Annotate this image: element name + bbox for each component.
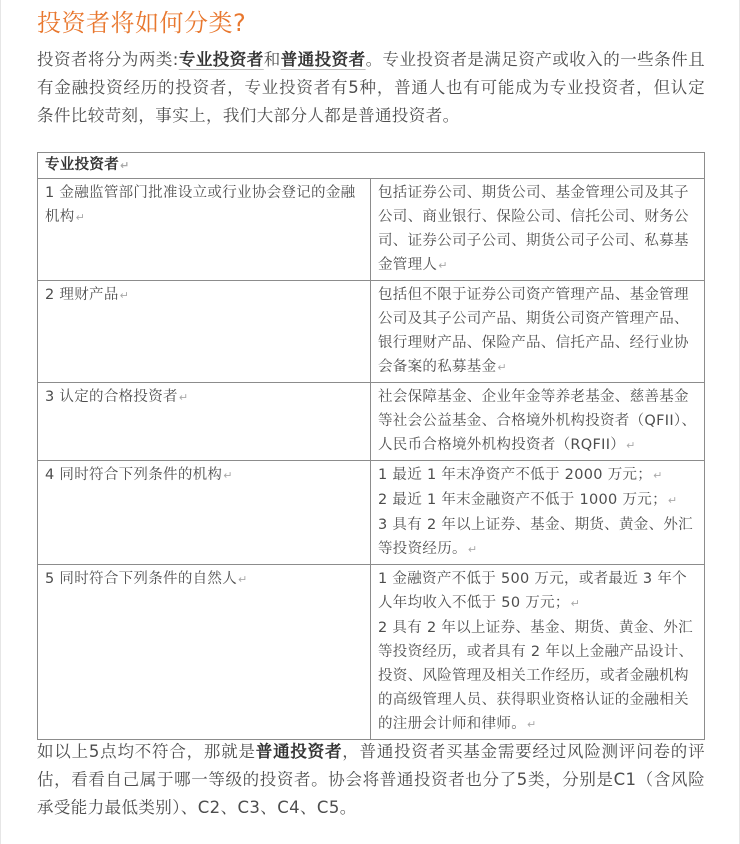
row-desc-cell: [371, 383, 705, 461]
criterion-line: [378, 513, 699, 562]
paragraph-mark-icon: ↵: [497, 361, 507, 374]
criterion-text: 1 最近 1 年末净资产不低于 2000 万元；: [378, 467, 653, 483]
table-row: [38, 281, 705, 383]
table-header-cell: [38, 153, 705, 179]
row-label-cell: [38, 565, 371, 740]
pro-investor-term: 专业投资者: [178, 50, 264, 69]
row-label: 4 同时符合下列条件的机构: [45, 467, 223, 483]
criterion-text: 2 具有 2 年以上证券、基金、期货、黄金、外汇等投资经历，或者具有 2 年以上金融产品设计、投资、风险管理及相关工作经历，或者金融机构的高级管理人员、获得职业资格认证的金融相关的注册会计师和律师。: [378, 620, 694, 732]
paragraph-mark-icon: ↵: [120, 159, 130, 172]
row-desc-cell: [371, 281, 705, 383]
paragraph-mark-icon: ↵: [119, 289, 130, 302]
professional-investor-table: [37, 152, 705, 740]
table-row: [38, 383, 705, 461]
intro-text-2: 。专业投资者是满足资产或收入的一些条件且有金融投资经历的投资者，专业投资者有5种，普通人也有可能成为专业投资者，但认定条件比较苛刻，事实上，我们大部分人都是普通投资者。: [37, 50, 706, 125]
row-desc-line: 社会保障基金、企业年金等养老基金、慈善基金等社会公益基金、合格境外机构投资者（QFII）、人民币合格境外机构投资者（RQFII）: [378, 389, 697, 453]
row-label: 5 同时符合下列条件的自然人: [45, 571, 238, 587]
table-row: [38, 565, 705, 740]
row-label-cell: [38, 179, 371, 281]
row-desc-cell: [371, 461, 705, 565]
row-label-cell: [38, 383, 371, 461]
common-investor-term: 普通投资者: [280, 50, 366, 69]
table-header-row: [38, 153, 705, 179]
table-row: [38, 461, 705, 565]
paragraph-mark-icon: ↵: [467, 543, 478, 556]
common-investor-term: 普通投资者: [255, 742, 343, 761]
criterion-line: [378, 463, 699, 488]
paragraph-mark-icon: ↵: [570, 597, 581, 610]
paragraph-mark-icon: ↵: [178, 391, 189, 404]
paragraph-mark-icon: ↵: [238, 573, 248, 586]
row-label-cell: [38, 281, 371, 383]
table-row: [38, 179, 705, 281]
row-label-cell: [38, 461, 371, 565]
paragraph-mark-icon: ↵: [626, 439, 636, 452]
criterion-line: [378, 567, 699, 616]
paragraph-mark-icon: ↵: [653, 469, 663, 482]
paragraph-mark-icon: ↵: [667, 494, 678, 507]
row-label: 3 认定的合格投资者: [45, 389, 178, 405]
article-title: 投资者将如何分类?: [37, 9, 247, 37]
criterion-text: 2 最近 1 年末金融资产不低于 1000 万元；: [378, 492, 667, 508]
row-desc-line: 包括但不限于证券公司资产管理产品、基金管理公司及其子公司产品、期货公司资产管理产品、银行理财产品、保险产品、信托产品、经行业协会备案的私募基金: [378, 287, 689, 375]
row-desc-cell: [371, 179, 705, 281]
row-label: 2 理财产品: [45, 287, 119, 303]
paragraph-mark-icon: ↵: [527, 718, 537, 731]
paragraph-mark-icon: ↵: [438, 259, 448, 272]
row-desc-cell: [371, 565, 705, 740]
paragraph-mark-icon: ↵: [223, 469, 233, 482]
row-label: 1 金融监管部门批准设立或行业协会登记的金融机构: [45, 185, 356, 225]
outro-text-1: 如以上5点均不符合，那就是: [37, 742, 256, 761]
paragraph-mark-icon: ↵: [75, 211, 86, 224]
outro-text-2: ，普通投资者买基金需要经过风险测评问卷的评估，看看自己属于哪一等级的投资者。协会将普通投资者也分了5类，分别是C1（含风险承受能力最低类别）、C2、C3、C4、C5。: [37, 742, 706, 817]
row-desc-line: 包括证券公司、期货公司、基金管理公司及其子公司、商业银行、保险公司、信托公司、财务公司、证券公司子公司、期货公司子公司、私募基金管理人: [378, 185, 689, 273]
criterion-text: 1 金融资产不低于 500 万元，或者最近 3 年个人年均收入不低于 50 万元；: [378, 571, 687, 611]
intro-text-1: 投资者将分为两类:: [37, 50, 179, 69]
intro-paragraph: [37, 46, 705, 130]
criterion-text: 3 具有 2 年以上证券、基金、期货、黄金、外汇等投资经历。: [378, 517, 693, 557]
criterion-line: [378, 616, 699, 737]
intro-and: 和: [263, 50, 281, 69]
outro-paragraph: [37, 738, 705, 822]
criterion-line: [378, 488, 699, 513]
table-header-text: 专业投资者: [45, 157, 119, 173]
